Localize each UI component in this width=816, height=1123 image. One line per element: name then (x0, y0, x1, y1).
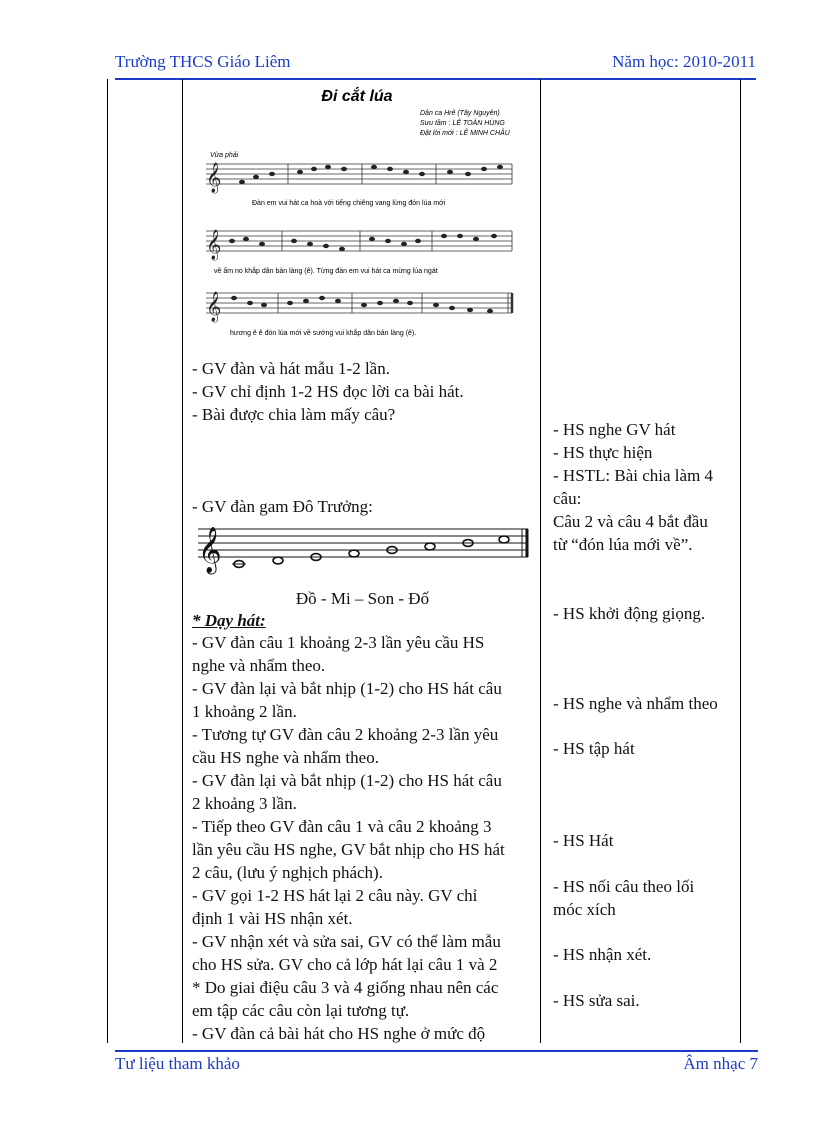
page-footer (115, 1050, 758, 1080)
page-header (115, 52, 756, 80)
student-answer-d: từ “đón lúa mới về”. (553, 535, 693, 554)
teach-step-2a: - GV đàn lại và bắt nhịp (1-2) cho HS hát câu (192, 679, 502, 698)
school-year: Năm học: 2010-2011 (612, 52, 756, 71)
student-activity-column (547, 79, 737, 1043)
table-divider-1 (182, 79, 183, 1043)
teach-step-6a: - GV gọi 1-2 HS hát lại 2 câu này. GV chỉ (192, 886, 478, 905)
student-answer-b: câu: (553, 489, 582, 508)
teach-step-6b: định 1 vài HS nhận xét. (192, 909, 353, 928)
student-chain-b: móc xích (553, 900, 616, 919)
score-credit-2: Sưu tầm : LÊ TOÀN HÙNG (420, 120, 505, 127)
student-listen-hum: - HS nghe và nhẩm theo (553, 694, 718, 713)
student-correct: - HS sửa sai. (553, 991, 640, 1010)
c-major-scale-staff (194, 523, 534, 575)
teach-step-7b: cho HS sửa. GV cho cả lớp hát lại câu 1 và 2 (192, 955, 498, 974)
score-tempo: Vừa phải (210, 152, 239, 159)
scale-notes (234, 536, 509, 567)
student-sing: - HS Hát (553, 831, 614, 850)
score-lyric-2: về ấm no khắp dân bản làng (ê). Từng đàn em vui hát ca mừng lúa ngát (214, 268, 438, 275)
teach-step-8a: * Do giai điệu câu 3 và 4 giống nhau nên các (192, 978, 499, 997)
song-score (192, 81, 522, 351)
student-chain-a: - HS nối câu theo lối (553, 877, 695, 896)
teach-step-3b: cầu HS nghe và nhẩm theo. (192, 748, 379, 767)
treble-clef-icon: 𝄞 (206, 229, 222, 259)
teacher-activity-column (186, 79, 539, 1043)
table-border-right (740, 79, 741, 1043)
step-read-lyrics: - GV chỉ định 1-2 HS đọc lời ca bài hát. (192, 382, 464, 401)
student-warmup: - HS khởi động giọng. (553, 604, 706, 623)
scale-caption: Đồ - Mi – Son - Đố (295, 589, 430, 608)
footer-reference: Tư liệu tham khảo (115, 1054, 240, 1073)
table-border-left (107, 79, 108, 1043)
student-answer-c: Câu 2 và câu 4 bắt đầu (553, 512, 708, 531)
treble-clef-icon: 𝄞 (206, 162, 222, 192)
footer-subject: Âm nhạc 7 (683, 1054, 758, 1073)
score-credit-1: Dân ca Hrê (Tây Nguyên) (420, 110, 500, 117)
score-title: Đi cắt lúa (321, 88, 393, 105)
step-play-scale: - GV đàn gam Đô Trưởng: (192, 497, 373, 516)
treble-clef-icon: 𝄞 (206, 291, 222, 321)
teach-step-7a: - GV nhận xét và sửa sai, GV có thể làm mẫu (192, 932, 501, 951)
student-answer-a: - HSTL: Bài chia làm 4 (553, 466, 714, 485)
teach-step-4b: 2 khoảng 3 lần. (192, 794, 297, 813)
student-perform: - HS thực hiện (553, 443, 653, 462)
section-title-teach-singing: * Dạy hát: (192, 611, 266, 630)
teach-step-3a: - Tương tự GV đàn câu 2 khoảng 2-3 lần yêu (192, 725, 499, 744)
teach-step-2b: 1 khoảng 2 lần. (192, 702, 297, 721)
treble-clef-icon: 𝄞 (198, 528, 222, 572)
teach-step-1a: - GV đàn câu 1 khoảng 2-3 lần yêu cầu HS (192, 633, 485, 652)
step-question-parts: - Bài được chia làm mấy câu? (192, 405, 396, 424)
teach-step-5a: - Tiếp theo GV đàn câu 1 và câu 2 khoảng 3 (192, 817, 492, 836)
student-comment: - HS nhận xét. (553, 945, 652, 964)
score-credit-3: Đặt lời mới : LÊ MINH CHÂU (420, 130, 510, 137)
teach-step-4a: - GV đàn lại và bắt nhịp (1-2) cho HS hát câu (192, 771, 502, 790)
step-demo-sing: - GV đàn và hát mẫu 1-2 lần. (192, 359, 390, 378)
score-lyric-3: hương ê ê đón lúa mới về sướng vui khắp dân bản làng (ê). (230, 330, 417, 337)
teach-step-1b: nghe và nhẩm theo. (192, 656, 326, 675)
teach-step-5c: 2 câu, (lưu ý nghịch phách). (192, 863, 383, 882)
table-divider-2 (540, 79, 541, 1043)
school-name: Trường THCS Giáo Liêm (115, 52, 291, 71)
student-practice: - HS tập hát (553, 739, 635, 758)
student-listen: - HS nghe GV hát (553, 420, 676, 439)
teach-step-8b: em tập các câu còn lại tương tự. (192, 1001, 410, 1020)
teach-step-5b: lần yêu cầu HS nghe, GV bắt nhịp cho HS hát (192, 840, 505, 859)
teach-step-9a: - GV đàn cả bài hát cho HS nghe ở mức độ (192, 1024, 486, 1043)
score-lyric-1: Đàn em vui hát ca hoà với tiếng chiêng vang lừng đón lúa mới (252, 200, 446, 207)
lesson-table (107, 79, 741, 1043)
